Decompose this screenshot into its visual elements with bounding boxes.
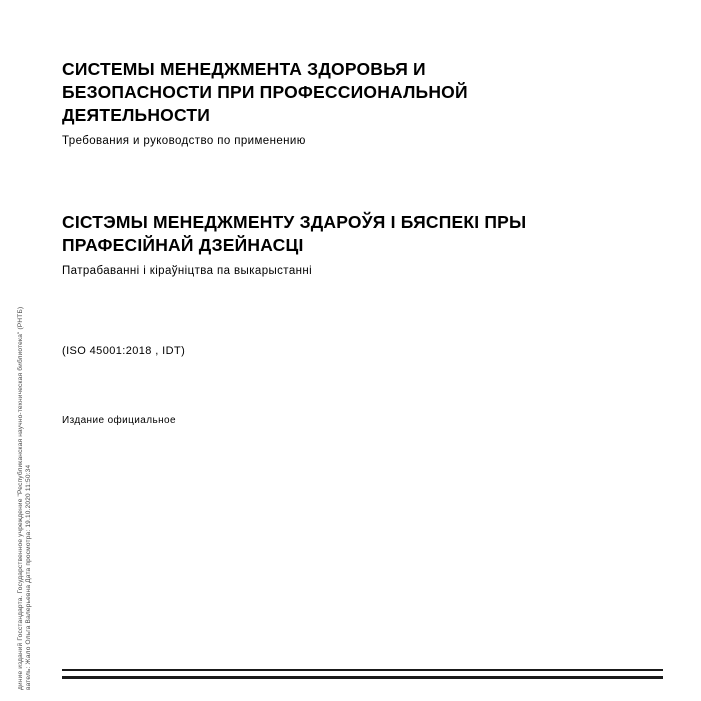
- side-stamp-watermark: [0, 0, 34, 701]
- side-stamp-line-library: диние изданий Госстандарта. Государственное учреждение "Республиканская научно-техническая библиотека" (РНТБ): [17, 306, 24, 690]
- subtitle-belarusian: Патрабаванні і кіраўніцтва па выкарыстанні: [62, 265, 313, 278]
- footer-rule-upper: [62, 669, 663, 671]
- title-belarusian: СІСТЭМЫ МЕНЕДЖМЕНТУ ЗДАРОЎЯ І БЯСПЕКІ ПРЫ ПРАФЕСІЙНАЙ ДЗЕЙНАСЦІ: [62, 212, 527, 256]
- subtitle-russian: Требования и руководство по применению: [62, 135, 306, 148]
- iso-reference: (ISO 45001:2018 , IDT): [62, 345, 186, 358]
- official-edition-note: Издание официальное: [62, 415, 176, 427]
- side-stamp-line-viewer: ватель: Жало Ольга Валерьевна Дата просмотра: 19.10.2020 11:50:34: [25, 464, 32, 690]
- footer-rule-lower: [62, 676, 663, 679]
- document-content: [62, 0, 662, 426]
- title-russian: СИСТЕМЫ МЕНЕДЖМЕНТА ЗДОРОВЬЯ И БЕЗОПАСНОСТИ ПРИ ПРОФЕССИОНАЛЬНОЙ ДЕЯТЕЛЬНОСТИ: [62, 59, 468, 126]
